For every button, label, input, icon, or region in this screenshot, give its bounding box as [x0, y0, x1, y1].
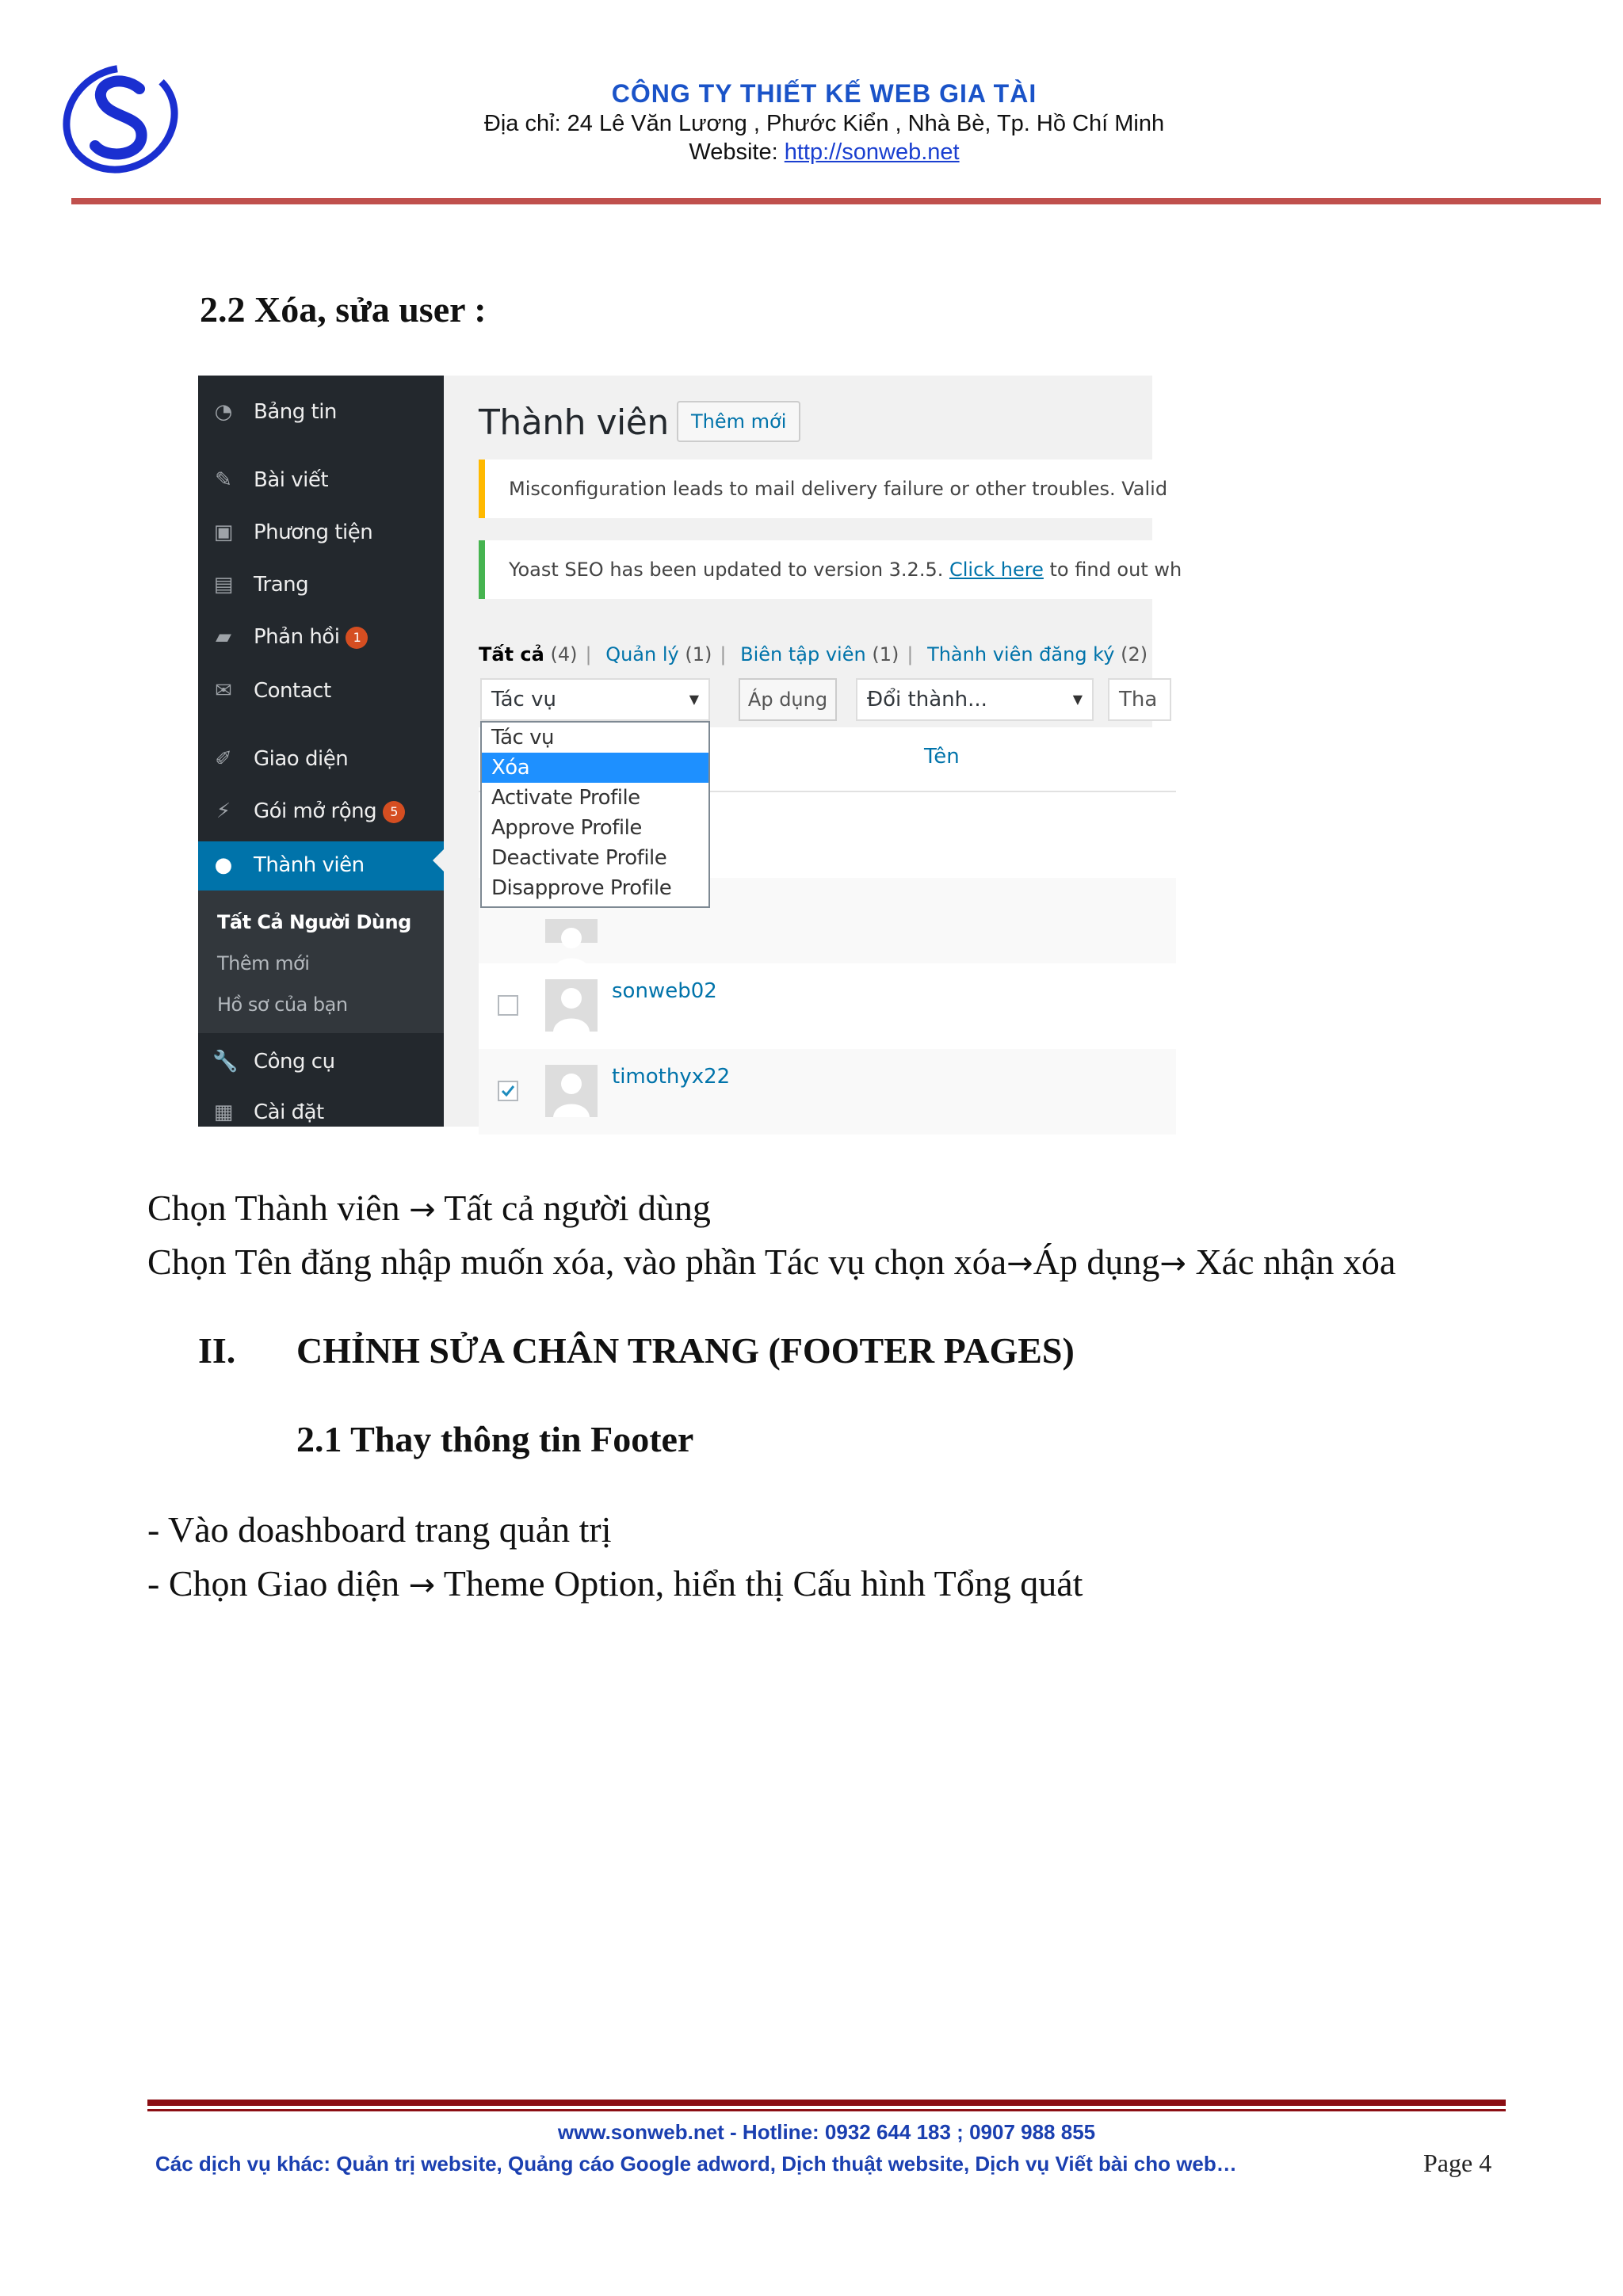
- avatar: [545, 1065, 598, 1117]
- company-logo: [57, 57, 184, 176]
- filter-all[interactable]: Tất cả: [479, 643, 544, 666]
- pin-icon: ✎: [215, 468, 232, 492]
- wp-users-screenshot: [198, 376, 1182, 1127]
- column-name[interactable]: Tên: [924, 745, 960, 769]
- sidebar-item-comments[interactable]: ▰ Phản hồi 1: [198, 618, 444, 658]
- row-checkbox[interactable]: [498, 995, 518, 1016]
- option-delete[interactable]: Xóa: [482, 753, 708, 783]
- user-icon: ●: [214, 853, 233, 877]
- sidebar-item-media[interactable]: ▣ Phương tiện: [213, 521, 373, 544]
- comments-badge: 1: [346, 627, 368, 649]
- option-approve-profile[interactable]: Approve Profile: [491, 816, 642, 840]
- filter-editor[interactable]: Biên tập viên: [740, 643, 866, 666]
- settings-icon: ▦: [213, 1100, 234, 1124]
- option-bulk-action[interactable]: Tác vụ: [491, 726, 554, 749]
- filter-subscriber[interactable]: Thành viên đăng ký: [927, 643, 1115, 666]
- website-label: Website:: [689, 139, 785, 165]
- option-disapprove-profile[interactable]: Disapprove Profile: [491, 876, 672, 900]
- sidebar-item-plugins[interactable]: ⚡ Gói mở rộng 5: [198, 792, 444, 832]
- option-activate-profile[interactable]: Activate Profile: [491, 786, 640, 810]
- sidebar-item-users[interactable]: ● Thành viên: [198, 841, 444, 891]
- footer-divider: [147, 2100, 1506, 2106]
- instruction-line-1: Chọn Thành viên → Tất cả người dùng: [147, 1188, 711, 1228]
- company-address: Địa chỉ: 24 Lê Văn Lương , Phước Kiển , Nhà Bè, Tp. Hồ Chí Minh: [483, 111, 1165, 136]
- sidebar-item-appearance[interactable]: ✐ Giao diện: [198, 740, 444, 780]
- footer-services: Các dịch vụ khác: Quản trị website, Quảng cáo Google adword, Dịch thuật website, Dịch vụ Viết bài cho web…: [155, 2152, 1237, 2176]
- plugins-badge: 5: [383, 801, 405, 823]
- sidebar-item-dashboard[interactable]: ◔ Bảng tin: [198, 393, 444, 433]
- select-arrow-icon: ▼: [1072, 692, 1083, 707]
- comment-icon: ▰: [216, 625, 231, 649]
- company-name: CÔNG TY THIẾT KẾ WEB GIA TÀI: [611, 79, 1037, 108]
- bulk-action-dropdown: [480, 721, 710, 908]
- footer-step-2: - Chọn Giao diện → Theme Option, hiển thị Cấu hình Tổng quát: [147, 1563, 1083, 1604]
- section-ii-number: II.: [198, 1330, 236, 1371]
- company-website: [238, 139, 1411, 166]
- sidebar-item-posts[interactable]: ✎ Bài viết: [198, 461, 444, 501]
- option-deactivate-profile[interactable]: Deactivate Profile: [491, 846, 667, 870]
- role-filters: Tất cả (4) | Quản lý (1) | Biên tập viên (1) | Thành viên đăng ký (2): [479, 643, 1148, 666]
- instruction-line-2: Chọn Tên đăng nhập muốn xóa, vào phần Tác vụ chọn xóa→Áp dụng→ Xác nhận xóa: [147, 1241, 1396, 1282]
- plugin-icon: ⚡: [216, 799, 231, 823]
- warning-notice: Misconfiguration leads to mail delivery failure or other troubles. Valid: [479, 460, 1176, 518]
- username-link[interactable]: sonweb02: [612, 979, 717, 1003]
- header-divider: [71, 198, 1601, 204]
- submenu-all-users[interactable]: Tất Cả Người Dùng: [217, 911, 411, 933]
- sidebar-item-tools[interactable]: 🔧 Công cụ: [212, 1050, 335, 1074]
- section-ii-title: CHỈNH SỬA CHÂN TRANG (FOOTER PAGES): [296, 1330, 1075, 1371]
- website-link[interactable]: http://sonweb.net: [784, 139, 960, 165]
- arrow-right-icon: →: [1159, 1245, 1186, 1282]
- brush-icon: ✐: [215, 747, 232, 771]
- sidebar-item-settings[interactable]: ▦ Cài đặt: [213, 1100, 324, 1124]
- apply-button[interactable]: Áp dụng: [739, 678, 837, 721]
- avatar: [545, 919, 598, 943]
- page-title: Thành viên: [479, 402, 669, 443]
- admin-sidebar: [198, 376, 444, 1127]
- sidebar-item-pages[interactable]: ▤ Trang: [213, 573, 309, 597]
- yoast-notice: Yoast SEO has been updated to version 3.2.5. Click here to find out wh: [479, 540, 1176, 599]
- section-2-1-title: 2.1 Thay thông tin Footer: [296, 1419, 694, 1459]
- add-new-button[interactable]: Thêm mới: [677, 401, 800, 442]
- active-menu-pointer: [433, 848, 445, 873]
- footer-divider-thin: [147, 2109, 1506, 2111]
- page-icon: ▤: [213, 573, 234, 597]
- users-submenu: [198, 891, 444, 1033]
- arrow-right-icon: →: [408, 1567, 436, 1604]
- submenu-add-new[interactable]: Thêm mới: [217, 952, 310, 974]
- change-role-select[interactable]: Đổi thành... ▼: [856, 678, 1094, 721]
- table-row: [479, 963, 1176, 1049]
- avatar: [545, 979, 598, 1032]
- row-checkbox-checked[interactable]: [498, 1081, 518, 1101]
- change-button[interactable]: Tha: [1108, 678, 1171, 721]
- sidebar-item-contact[interactable]: ✉ Contact: [198, 672, 444, 711]
- submenu-profile[interactable]: Hồ sơ của bạn: [217, 994, 348, 1016]
- wrench-icon: 🔧: [212, 1050, 239, 1074]
- footer-contact: www.sonweb.net - Hotline: 0932 644 183 ; 0907 988 855: [557, 2120, 1096, 2144]
- mail-icon: ✉: [215, 679, 232, 703]
- media-icon: ▣: [213, 521, 234, 544]
- bulk-action-select[interactable]: Tác vụ ▼: [480, 678, 710, 721]
- select-arrow-icon: ▼: [689, 692, 699, 707]
- footer-step-1: - Vào doashboard trang quản trị: [147, 1509, 612, 1550]
- click-here-link[interactable]: Click here: [949, 559, 1044, 581]
- section-2-2-title: 2.2 Xóa, sửa user :: [200, 289, 487, 330]
- username-link[interactable]: timothyx22: [612, 1065, 731, 1089]
- dashboard-icon: ◔: [214, 400, 233, 424]
- filter-admin[interactable]: Quản lý: [605, 643, 679, 666]
- table-row: [479, 1049, 1176, 1135]
- arrow-right-icon: →: [1006, 1245, 1033, 1282]
- page-number: Page 4: [1423, 2149, 1492, 2177]
- arrow-right-icon: →: [409, 1192, 436, 1228]
